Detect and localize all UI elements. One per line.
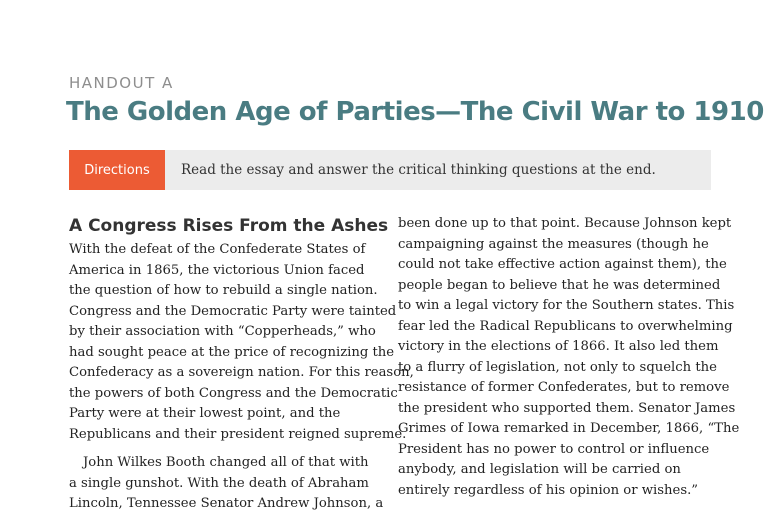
text-line: to a flurry of legislation, not only to squelch the <box>398 359 717 375</box>
essay-right-column <box>398 214 740 501</box>
text-line: Congress and the Democratic Party were tainted <box>69 303 397 319</box>
text-line: by their association with “Copperheads,” who <box>69 324 376 339</box>
text-line: Lincoln, Tennessee Senator Andrew Johnson, a <box>69 496 384 511</box>
text-line: John Wilkes Booth changed all of that with <box>83 455 369 470</box>
paragraph-1 <box>69 240 414 445</box>
directions-label: Directions <box>69 150 165 190</box>
text-line: anybody, and legislation will be carried on <box>398 462 681 477</box>
text-line: Republicans and their president reigned supreme. <box>69 426 407 442</box>
text-line: people began to believe that he was determined <box>398 277 721 293</box>
text-line: the powers of both Congress and the Democratic <box>69 385 398 401</box>
text-line: Confederacy as a sovereign nation. For this reason, <box>69 365 414 380</box>
text-line: America in 1865, the victorious Union faced <box>69 262 365 278</box>
directions-bar <box>69 150 711 190</box>
text-line: a single gunshot. With the death of Abraham <box>69 475 369 491</box>
text-line: entirely regardless of his opinion or wishes.” <box>398 482 699 498</box>
text-line: resistance of former Confederates, but to remove <box>398 380 730 395</box>
text-line: fear led the Radical Republicans to overwhelming <box>398 318 733 334</box>
essay-left-column <box>69 214 414 515</box>
text-line: campaigning against the measures (though he <box>398 236 709 252</box>
page-title: The Golden Age of Parties—The Civil War to 1910 <box>66 97 764 127</box>
text-line: could not take effective action against them), the <box>398 257 727 272</box>
text-line: President has no power to control or influence <box>398 441 710 457</box>
text-line: the question of how to rebuild a single nation. <box>69 283 378 298</box>
text-line: the president who supported them. Senator James <box>398 400 736 416</box>
handout-label: HANDOUT A <box>69 74 174 92</box>
text-line: With the defeat of the Confederate States of <box>69 242 366 257</box>
text-line: Party were at their lowest point, and the <box>69 406 341 421</box>
section-heading: A Congress Rises From the Ashes <box>69 216 389 236</box>
text-line: Grimes of Iowa remarked in December, 1866, “The <box>398 421 740 436</box>
text-line: had sought peace at the price of recognizing the <box>69 344 395 360</box>
text-line: been done up to that point. Because Johnson kept <box>398 216 732 231</box>
paragraph-2 <box>69 453 387 515</box>
text-line: to win a legal victory for the Southern states. This <box>398 298 735 313</box>
text-line: victory in the elections of 1866. It also led them <box>398 339 719 354</box>
directions-text: Read the essay and answer the critical thinking questions at the end. <box>181 162 656 178</box>
